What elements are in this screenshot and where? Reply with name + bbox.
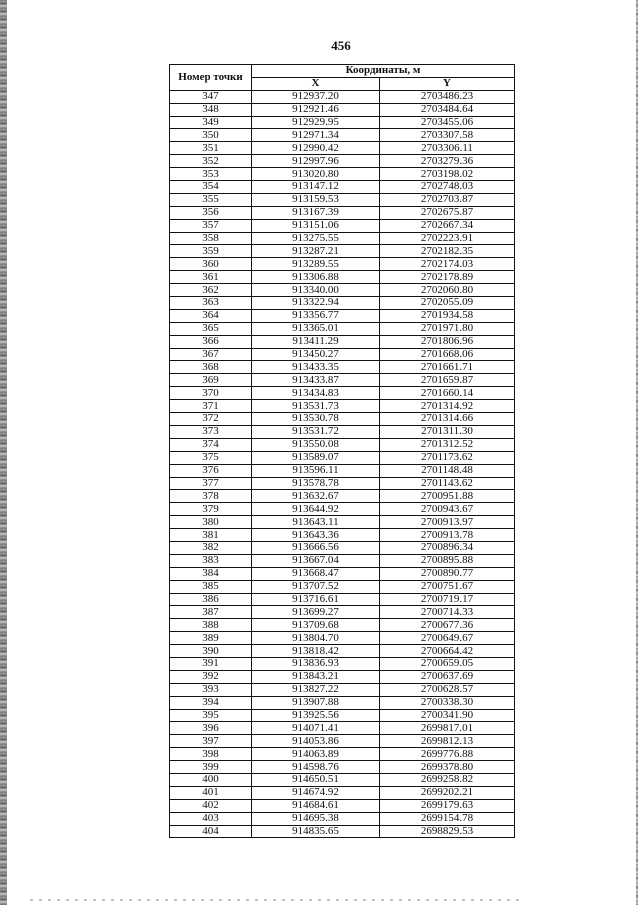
table-row <box>170 245 515 258</box>
cell-point-number: 359 <box>170 245 252 258</box>
cell-point-number: 386 <box>170 593 252 606</box>
cell-x: 913596.11 <box>252 464 380 477</box>
cell-y: 2701971.80 <box>380 322 515 335</box>
cell-y: 2699258.82 <box>380 773 515 786</box>
cell-point-number: 404 <box>170 825 252 838</box>
table-row <box>170 425 515 438</box>
scan-edge-right <box>636 0 638 905</box>
cell-point-number: 361 <box>170 271 252 284</box>
cell-point-number: 369 <box>170 374 252 387</box>
table-row <box>170 619 515 632</box>
table-row <box>170 645 515 658</box>
cell-x: 914684.61 <box>252 799 380 812</box>
cell-point-number: 382 <box>170 541 252 554</box>
cell-y: 2702174.03 <box>380 258 515 271</box>
cell-point-number: 395 <box>170 709 252 722</box>
cell-point-number: 357 <box>170 219 252 232</box>
table-row <box>170 735 515 748</box>
cell-x: 913643.36 <box>252 529 380 542</box>
table-row <box>170 387 515 400</box>
cell-x: 912921.46 <box>252 103 380 116</box>
cell-point-number: 347 <box>170 90 252 103</box>
header-row-top <box>170 65 515 78</box>
cell-x: 913356.77 <box>252 309 380 322</box>
cell-x: 913411.29 <box>252 335 380 348</box>
table-row <box>170 567 515 580</box>
cell-x: 913827.22 <box>252 683 380 696</box>
cell-y: 2700751.67 <box>380 580 515 593</box>
cell-point-number: 390 <box>170 645 252 658</box>
cell-y: 2703307.58 <box>380 129 515 142</box>
cell-y: 2701173.62 <box>380 451 515 464</box>
cell-x: 913643.11 <box>252 516 380 529</box>
cell-x: 912971.34 <box>252 129 380 142</box>
cell-point-number: 358 <box>170 232 252 245</box>
cell-x: 913667.04 <box>252 554 380 567</box>
cell-x: 913147.12 <box>252 181 380 194</box>
cell-y: 2699154.78 <box>380 812 515 825</box>
cell-y: 2702675.87 <box>380 206 515 219</box>
cell-y: 2702223.91 <box>380 232 515 245</box>
cell-x: 913433.87 <box>252 374 380 387</box>
table-row <box>170 322 515 335</box>
cell-x: 913275.55 <box>252 232 380 245</box>
cell-point-number: 364 <box>170 309 252 322</box>
cell-y: 2703455.06 <box>380 116 515 129</box>
table-body <box>170 90 515 838</box>
table-row <box>170 284 515 297</box>
table-row <box>170 232 515 245</box>
cell-point-number: 376 <box>170 464 252 477</box>
table-row <box>170 761 515 774</box>
cell-y: 2700338.30 <box>380 696 515 709</box>
cell-x: 914598.76 <box>252 761 380 774</box>
table-row <box>170 219 515 232</box>
cell-y: 2700628.57 <box>380 683 515 696</box>
cell-y: 2701312.52 <box>380 438 515 451</box>
cell-x: 913707.52 <box>252 580 380 593</box>
cell-x: 912937.20 <box>252 90 380 103</box>
cell-y: 2701314.66 <box>380 413 515 426</box>
table-row <box>170 606 515 619</box>
cell-point-number: 375 <box>170 451 252 464</box>
cell-point-number: 387 <box>170 606 252 619</box>
table-row <box>170 309 515 322</box>
cell-x: 914674.92 <box>252 786 380 799</box>
table-row <box>170 490 515 503</box>
table-row <box>170 168 515 181</box>
cell-y: 2702178.89 <box>380 271 515 284</box>
cell-x: 913843.21 <box>252 670 380 683</box>
cell-x: 913159.53 <box>252 193 380 206</box>
cell-x: 913668.47 <box>252 567 380 580</box>
table-header <box>170 65 515 91</box>
cell-y: 2700951.88 <box>380 490 515 503</box>
cell-point-number: 394 <box>170 696 252 709</box>
table-row <box>170 181 515 194</box>
table-row <box>170 477 515 490</box>
cell-point-number: 384 <box>170 567 252 580</box>
cell-x: 913450.27 <box>252 348 380 361</box>
cell-y: 2701311.30 <box>380 425 515 438</box>
cell-y: 2702748.03 <box>380 181 515 194</box>
table-row <box>170 580 515 593</box>
cell-point-number: 348 <box>170 103 252 116</box>
table-row <box>170 297 515 310</box>
table-row <box>170 786 515 799</box>
table-row <box>170 116 515 129</box>
cell-point-number: 370 <box>170 387 252 400</box>
cell-x: 913306.88 <box>252 271 380 284</box>
cell-point-number: 355 <box>170 193 252 206</box>
cell-point-number: 371 <box>170 400 252 413</box>
table-row <box>170 129 515 142</box>
cell-y: 2699776.88 <box>380 748 515 761</box>
table-row <box>170 722 515 735</box>
cell-x: 913340.00 <box>252 284 380 297</box>
cell-point-number: 349 <box>170 116 252 129</box>
cell-point-number: 356 <box>170 206 252 219</box>
cell-point-number: 385 <box>170 580 252 593</box>
cell-point-number: 374 <box>170 438 252 451</box>
cell-y: 2700943.67 <box>380 503 515 516</box>
cell-y: 2700913.97 <box>380 516 515 529</box>
cell-y: 2700664.42 <box>380 645 515 658</box>
cell-x: 913709.68 <box>252 619 380 632</box>
table-row <box>170 348 515 361</box>
table-row <box>170 670 515 683</box>
cell-point-number: 372 <box>170 413 252 426</box>
table-row <box>170 193 515 206</box>
cell-point-number: 354 <box>170 181 252 194</box>
table-row <box>170 529 515 542</box>
cell-x: 913716.61 <box>252 593 380 606</box>
cell-y: 2700714.33 <box>380 606 515 619</box>
cell-x: 913925.56 <box>252 709 380 722</box>
cell-y: 2701661.71 <box>380 361 515 374</box>
cell-y: 2701934.58 <box>380 309 515 322</box>
cell-x: 913287.21 <box>252 245 380 258</box>
table-row <box>170 451 515 464</box>
cell-x: 913804.70 <box>252 632 380 645</box>
table-row <box>170 696 515 709</box>
cell-y: 2703486.23 <box>380 90 515 103</box>
cell-y: 2699202.21 <box>380 786 515 799</box>
cell-y: 2700677.36 <box>380 619 515 632</box>
header-y: Y <box>380 77 515 90</box>
cell-point-number: 381 <box>170 529 252 542</box>
cell-x: 912929.95 <box>252 116 380 129</box>
cell-x: 913550.08 <box>252 438 380 451</box>
page-number: 456 <box>331 38 351 53</box>
cell-y: 2701659.87 <box>380 374 515 387</box>
table-row <box>170 90 515 103</box>
cell-point-number: 352 <box>170 155 252 168</box>
cell-x: 913020.80 <box>252 168 380 181</box>
cell-x: 913818.42 <box>252 645 380 658</box>
cell-y: 2701806.96 <box>380 335 515 348</box>
cell-y: 2699378.80 <box>380 761 515 774</box>
cell-point-number: 401 <box>170 786 252 799</box>
table-row <box>170 825 515 838</box>
cell-x: 913289.55 <box>252 258 380 271</box>
cell-x: 913530.78 <box>252 413 380 426</box>
table-row <box>170 593 515 606</box>
table-row <box>170 464 515 477</box>
cell-point-number: 366 <box>170 335 252 348</box>
cell-point-number: 377 <box>170 477 252 490</box>
cell-point-number: 367 <box>170 348 252 361</box>
cell-y: 2700649.67 <box>380 632 515 645</box>
cell-y: 2700659.05 <box>380 657 515 670</box>
cell-point-number: 400 <box>170 773 252 786</box>
cell-y: 2701314.92 <box>380 400 515 413</box>
cell-x: 913589.07 <box>252 451 380 464</box>
table-row <box>170 709 515 722</box>
cell-x: 913907.88 <box>252 696 380 709</box>
table-row <box>170 206 515 219</box>
cell-y: 2702055.09 <box>380 297 515 310</box>
cell-y: 2703198.02 <box>380 168 515 181</box>
cell-x: 913365.01 <box>252 322 380 335</box>
cell-point-number: 383 <box>170 554 252 567</box>
table-row <box>170 142 515 155</box>
cell-point-number: 389 <box>170 632 252 645</box>
cell-x: 913578.78 <box>252 477 380 490</box>
cell-x: 914063.89 <box>252 748 380 761</box>
cell-y: 2701668.06 <box>380 348 515 361</box>
scan-edge-bottom <box>30 899 520 901</box>
cell-x: 913836.93 <box>252 657 380 670</box>
cell-point-number: 380 <box>170 516 252 529</box>
header-coordinates: Координаты, м <box>252 65 515 78</box>
cell-y: 2700913.78 <box>380 529 515 542</box>
header-x: X <box>252 77 380 90</box>
cell-y: 2699179.63 <box>380 799 515 812</box>
cell-x: 913531.73 <box>252 400 380 413</box>
cell-point-number: 353 <box>170 168 252 181</box>
table-row <box>170 271 515 284</box>
cell-x: 912997.96 <box>252 155 380 168</box>
table-row <box>170 361 515 374</box>
scan-edge-left <box>0 0 7 905</box>
cell-x: 914650.51 <box>252 773 380 786</box>
cell-point-number: 397 <box>170 735 252 748</box>
table-row <box>170 657 515 670</box>
cell-x: 914835.65 <box>252 825 380 838</box>
cell-x: 913151.06 <box>252 219 380 232</box>
cell-x: 914071.41 <box>252 722 380 735</box>
table-row <box>170 155 515 168</box>
table-row <box>170 541 515 554</box>
cell-point-number: 399 <box>170 761 252 774</box>
table-row <box>170 503 515 516</box>
cell-y: 2698829.53 <box>380 825 515 838</box>
table-row <box>170 683 515 696</box>
cell-y: 2701148.48 <box>380 464 515 477</box>
cell-y: 2703484.64 <box>380 103 515 116</box>
cell-y: 2702182.35 <box>380 245 515 258</box>
cell-point-number: 363 <box>170 297 252 310</box>
table-row <box>170 374 515 387</box>
cell-point-number: 388 <box>170 619 252 632</box>
cell-y: 2702060.80 <box>380 284 515 297</box>
cell-y: 2700719.17 <box>380 593 515 606</box>
cell-point-number: 392 <box>170 670 252 683</box>
cell-y: 2700637.69 <box>380 670 515 683</box>
cell-point-number: 398 <box>170 748 252 761</box>
table-row <box>170 413 515 426</box>
coordinates-table <box>169 64 515 838</box>
cell-point-number: 368 <box>170 361 252 374</box>
table-row <box>170 400 515 413</box>
cell-x: 912990.42 <box>252 142 380 155</box>
cell-y: 2700341.90 <box>380 709 515 722</box>
table-row <box>170 438 515 451</box>
cell-point-number: 378 <box>170 490 252 503</box>
cell-y: 2700896.34 <box>380 541 515 554</box>
cell-point-number: 402 <box>170 799 252 812</box>
cell-x: 913644.92 <box>252 503 380 516</box>
cell-point-number: 373 <box>170 425 252 438</box>
table-row <box>170 258 515 271</box>
cell-point-number: 350 <box>170 129 252 142</box>
cell-y: 2703279.36 <box>380 155 515 168</box>
cell-y: 2702667.34 <box>380 219 515 232</box>
cell-y: 2701143.62 <box>380 477 515 490</box>
cell-x: 914695.38 <box>252 812 380 825</box>
cell-x: 913531.72 <box>252 425 380 438</box>
table-row <box>170 103 515 116</box>
cell-point-number: 396 <box>170 722 252 735</box>
cell-point-number: 391 <box>170 657 252 670</box>
cell-y: 2700890.77 <box>380 567 515 580</box>
cell-y: 2699817.01 <box>380 722 515 735</box>
cell-point-number: 379 <box>170 503 252 516</box>
cell-y: 2699812.13 <box>380 735 515 748</box>
cell-y: 2700895.88 <box>380 554 515 567</box>
cell-x: 913433.35 <box>252 361 380 374</box>
cell-point-number: 403 <box>170 812 252 825</box>
cell-x: 914053.86 <box>252 735 380 748</box>
cell-point-number: 351 <box>170 142 252 155</box>
table-row <box>170 748 515 761</box>
cell-x: 913434.83 <box>252 387 380 400</box>
cell-y: 2703306.11 <box>380 142 515 155</box>
cell-point-number: 362 <box>170 284 252 297</box>
cell-x: 913632.67 <box>252 490 380 503</box>
header-point-number: Номер точки <box>170 65 252 91</box>
table-row <box>170 632 515 645</box>
table-row <box>170 554 515 567</box>
cell-point-number: 360 <box>170 258 252 271</box>
cell-x: 913666.56 <box>252 541 380 554</box>
cell-x: 913167.39 <box>252 206 380 219</box>
table-row <box>170 812 515 825</box>
table-row <box>170 335 515 348</box>
cell-y: 2701660.14 <box>380 387 515 400</box>
cell-y: 2702703.87 <box>380 193 515 206</box>
cell-point-number: 365 <box>170 322 252 335</box>
table-row <box>170 773 515 786</box>
table-row <box>170 799 515 812</box>
cell-point-number: 393 <box>170 683 252 696</box>
cell-x: 913699.27 <box>252 606 380 619</box>
table-row <box>170 516 515 529</box>
cell-x: 913322.94 <box>252 297 380 310</box>
